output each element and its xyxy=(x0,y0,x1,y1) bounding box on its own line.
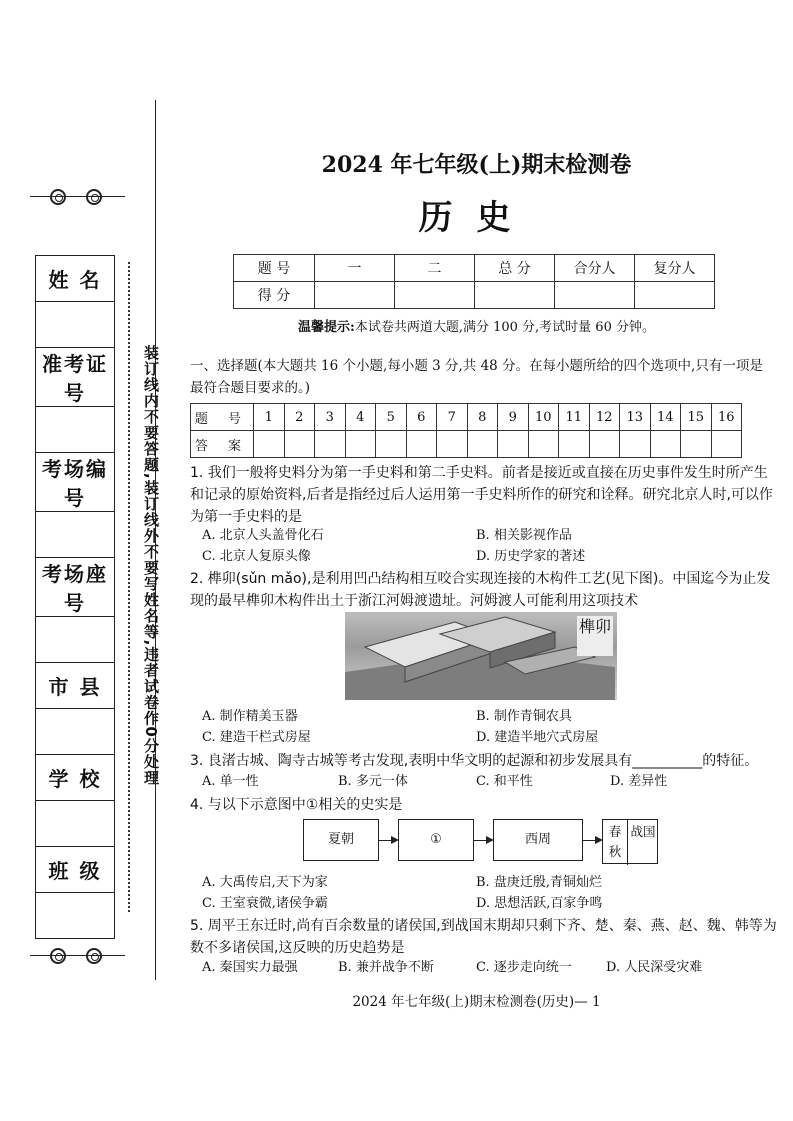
score-header: 题 号 xyxy=(234,255,315,282)
answer-cell[interactable] xyxy=(345,431,376,458)
q3-option-c[interactable]: C. 和平性 xyxy=(476,774,533,789)
answer-cell[interactable] xyxy=(284,431,315,458)
score-cell[interactable] xyxy=(635,282,715,309)
answer-num: 4 xyxy=(345,404,376,431)
q1-option-b[interactable]: B. 相关影视作品 xyxy=(476,528,572,543)
diagram-chunqiu: 春秋 xyxy=(603,820,628,865)
score-header: 合分人 xyxy=(555,255,635,282)
q5-option-a[interactable]: A. 秦国实力最强 xyxy=(202,960,298,975)
score-cell[interactable] xyxy=(555,282,635,309)
q5-stem: 5. 周平王东迁时,尚有百余数量的诸侯国,到战国末期却只剩下齐、楚、秦、燕、赵、魏、韩等为数不多诸侯国,这反映的历史趋势是 xyxy=(190,918,777,956)
score-header: 复分人 xyxy=(635,255,715,282)
q5-option-b[interactable]: B. 兼并战争不断 xyxy=(338,960,434,975)
answer-num: 7 xyxy=(437,404,468,431)
q4-option-c[interactable]: C. 王室衰微,诸侯争霸 xyxy=(202,896,328,911)
diagram-box-blank: ① xyxy=(398,819,474,861)
diagram-box-xizhou: 西周 xyxy=(493,819,583,861)
q1-option-c[interactable]: C. 北京人复原头像 xyxy=(202,549,311,564)
answer-num: 9 xyxy=(498,404,529,431)
name-label: 姓 名 xyxy=(36,256,115,302)
room-field[interactable] xyxy=(36,512,115,558)
q2-option-c[interactable]: C. 建造干栏式房屋 xyxy=(202,730,311,745)
answer-num: 8 xyxy=(467,404,498,431)
binding-warning: 装订线内不要答题,装订线外不要写姓名等,违者试卷作0分处理 xyxy=(142,345,160,786)
mortise-tenon-photo xyxy=(345,612,617,700)
exam-id-field[interactable] xyxy=(36,407,115,453)
q3-option-a[interactable]: A. 单一性 xyxy=(202,774,259,789)
q4-option-a[interactable]: A. 大禹传启,天下为家 xyxy=(202,875,328,890)
answer-num: 12 xyxy=(589,404,620,431)
school-field[interactable] xyxy=(36,801,115,847)
city-label: 市 县 xyxy=(36,663,115,709)
answer-num: 1 xyxy=(254,404,285,431)
answer-cell[interactable] xyxy=(589,431,620,458)
answer-cell[interactable] xyxy=(681,431,712,458)
q2-option-d[interactable]: D. 建造半地穴式房屋 xyxy=(476,730,599,745)
answer-num-label: 题 号 xyxy=(191,404,254,431)
city-field[interactable] xyxy=(36,709,115,755)
answer-num: 5 xyxy=(376,404,407,431)
exam-title: 2024 年七年级(上)期末检测卷 xyxy=(321,152,632,178)
q3-option-d[interactable]: D. 差异性 xyxy=(610,774,668,789)
room-label: 考场编号 xyxy=(36,453,115,512)
binding-ring-icon xyxy=(86,948,102,964)
answer-cell[interactable] xyxy=(315,431,346,458)
score-cell[interactable] xyxy=(395,282,475,309)
q3-option-b[interactable]: B. 多元一体 xyxy=(338,774,408,789)
q4-option-d[interactable]: D. 思想活跃,百家争鸣 xyxy=(476,896,603,911)
answer-cell[interactable] xyxy=(650,431,681,458)
subject-title: 历史 xyxy=(418,198,535,238)
q3-stem: 3. 良渚古城、陶寺古城等考古发现,表明中华文明的起源和初步发展具有__________的特征。 xyxy=(190,753,759,769)
diagram-box-xia: 夏朝 xyxy=(303,819,379,861)
score-row-label: 得 分 xyxy=(234,282,315,309)
answer-num: 13 xyxy=(620,404,651,431)
answer-num: 11 xyxy=(559,404,590,431)
diagram-zhanguo: 战国 xyxy=(630,824,656,839)
diagram-box-chunqiu-zhanguo xyxy=(602,819,658,864)
q4-option-b[interactable]: B. 盘庚迁殷,青铜灿烂 xyxy=(476,875,602,890)
score-header: 总 分 xyxy=(475,255,555,282)
q2-option-b[interactable]: B. 制作青铜农具 xyxy=(476,709,572,724)
score-header: 二 xyxy=(395,255,475,282)
photo-caption: 榫卯 xyxy=(579,617,612,636)
answer-cell[interactable] xyxy=(376,431,407,458)
q1-option-d[interactable]: D. 历史学家的著述 xyxy=(476,549,586,564)
tip-line xyxy=(160,316,793,335)
diagram-arrow-icon xyxy=(473,840,492,841)
score-cell[interactable] xyxy=(475,282,555,309)
answer-cell[interactable] xyxy=(711,431,742,458)
answer-num: 3 xyxy=(315,404,346,431)
name-field[interactable] xyxy=(36,302,115,348)
answer-cell[interactable] xyxy=(406,431,437,458)
school-label: 学 校 xyxy=(36,755,115,801)
class-label: 班 级 xyxy=(36,847,115,893)
binding-ring-icon xyxy=(86,189,102,205)
student-info-table xyxy=(35,255,115,939)
q1-stem: 1. 我们一般将史料分为第一手史料和第二手史料。前者是接近或直接在历史事件发生时所产生和记录的原始资料,后者是指经过后人运用第一手史料所作的研究和诠释。研究北京人时,可以作为第一手史料的是 xyxy=(190,465,773,525)
answer-cell[interactable] xyxy=(620,431,651,458)
q2-option-a[interactable]: A. 制作精美玉器 xyxy=(202,709,298,724)
binding-ring-icon xyxy=(50,948,66,964)
cut-line xyxy=(128,262,130,912)
tip-prefix: 温馨提示: xyxy=(298,320,355,335)
ring-bar-bottom xyxy=(30,955,125,956)
answer-num: 2 xyxy=(284,404,315,431)
answer-cell[interactable] xyxy=(498,431,529,458)
q5-option-d[interactable]: D. 人民深受灾难 xyxy=(606,960,703,975)
diagram-arrow-icon xyxy=(378,840,397,841)
answer-num: 16 xyxy=(711,404,742,431)
q2-stem: 2. 榫卯(sǔn mǎo),是利用凹凸结构相互咬合实现连接的木构件工艺(见下图)。中国迄今为止发现的最早榫卯木构件出土于浙江河姆渡遗址。河姆渡人可能利用这项技术 xyxy=(190,571,771,609)
mortise-tenon-drawing xyxy=(345,612,617,700)
q4-stem: 4. 与以下示意图中①相关的史实是 xyxy=(190,797,403,813)
answer-cell[interactable] xyxy=(528,431,559,458)
score-cell[interactable] xyxy=(315,282,395,309)
score-table xyxy=(233,254,715,309)
class-field[interactable] xyxy=(36,893,115,939)
exam-id-label: 准考证号 xyxy=(36,348,115,407)
answer-num: 15 xyxy=(681,404,712,431)
binding-ring-icon xyxy=(50,189,66,205)
answer-cell[interactable] xyxy=(437,431,468,458)
answer-table xyxy=(190,403,742,458)
seat-label: 考场座号 xyxy=(36,558,115,617)
q1-option-a[interactable]: A. 北京人头盖骨化石 xyxy=(202,528,324,543)
score-header: 一 xyxy=(315,255,395,282)
answer-num: 14 xyxy=(650,404,681,431)
answer-num: 10 xyxy=(528,404,559,431)
tip-text: 本试卷共两道大题,满分 100 分,考试时量 60 分钟。 xyxy=(354,320,655,335)
answer-cell[interactable] xyxy=(254,431,285,458)
answer-cell[interactable] xyxy=(467,431,498,458)
page-footer: 2024 年七年级(上)期末检测卷(历史)— 1 xyxy=(352,994,601,1010)
q5-option-c[interactable]: C. 逐步走向统一 xyxy=(476,960,572,975)
section-heading: 一、选择题(本大题共 16 个小题,每小题 3 分,共 48 分。在每小题所给的四个选项中,只有一项是最符合题目要求的。) xyxy=(190,358,763,396)
diagram-arrow-icon xyxy=(582,840,601,841)
seat-field[interactable] xyxy=(36,617,115,663)
ring-bar-top xyxy=(30,196,125,197)
answer-cell[interactable] xyxy=(559,431,590,458)
answer-num: 6 xyxy=(406,404,437,431)
answer-ans-label: 答 案 xyxy=(191,431,254,458)
